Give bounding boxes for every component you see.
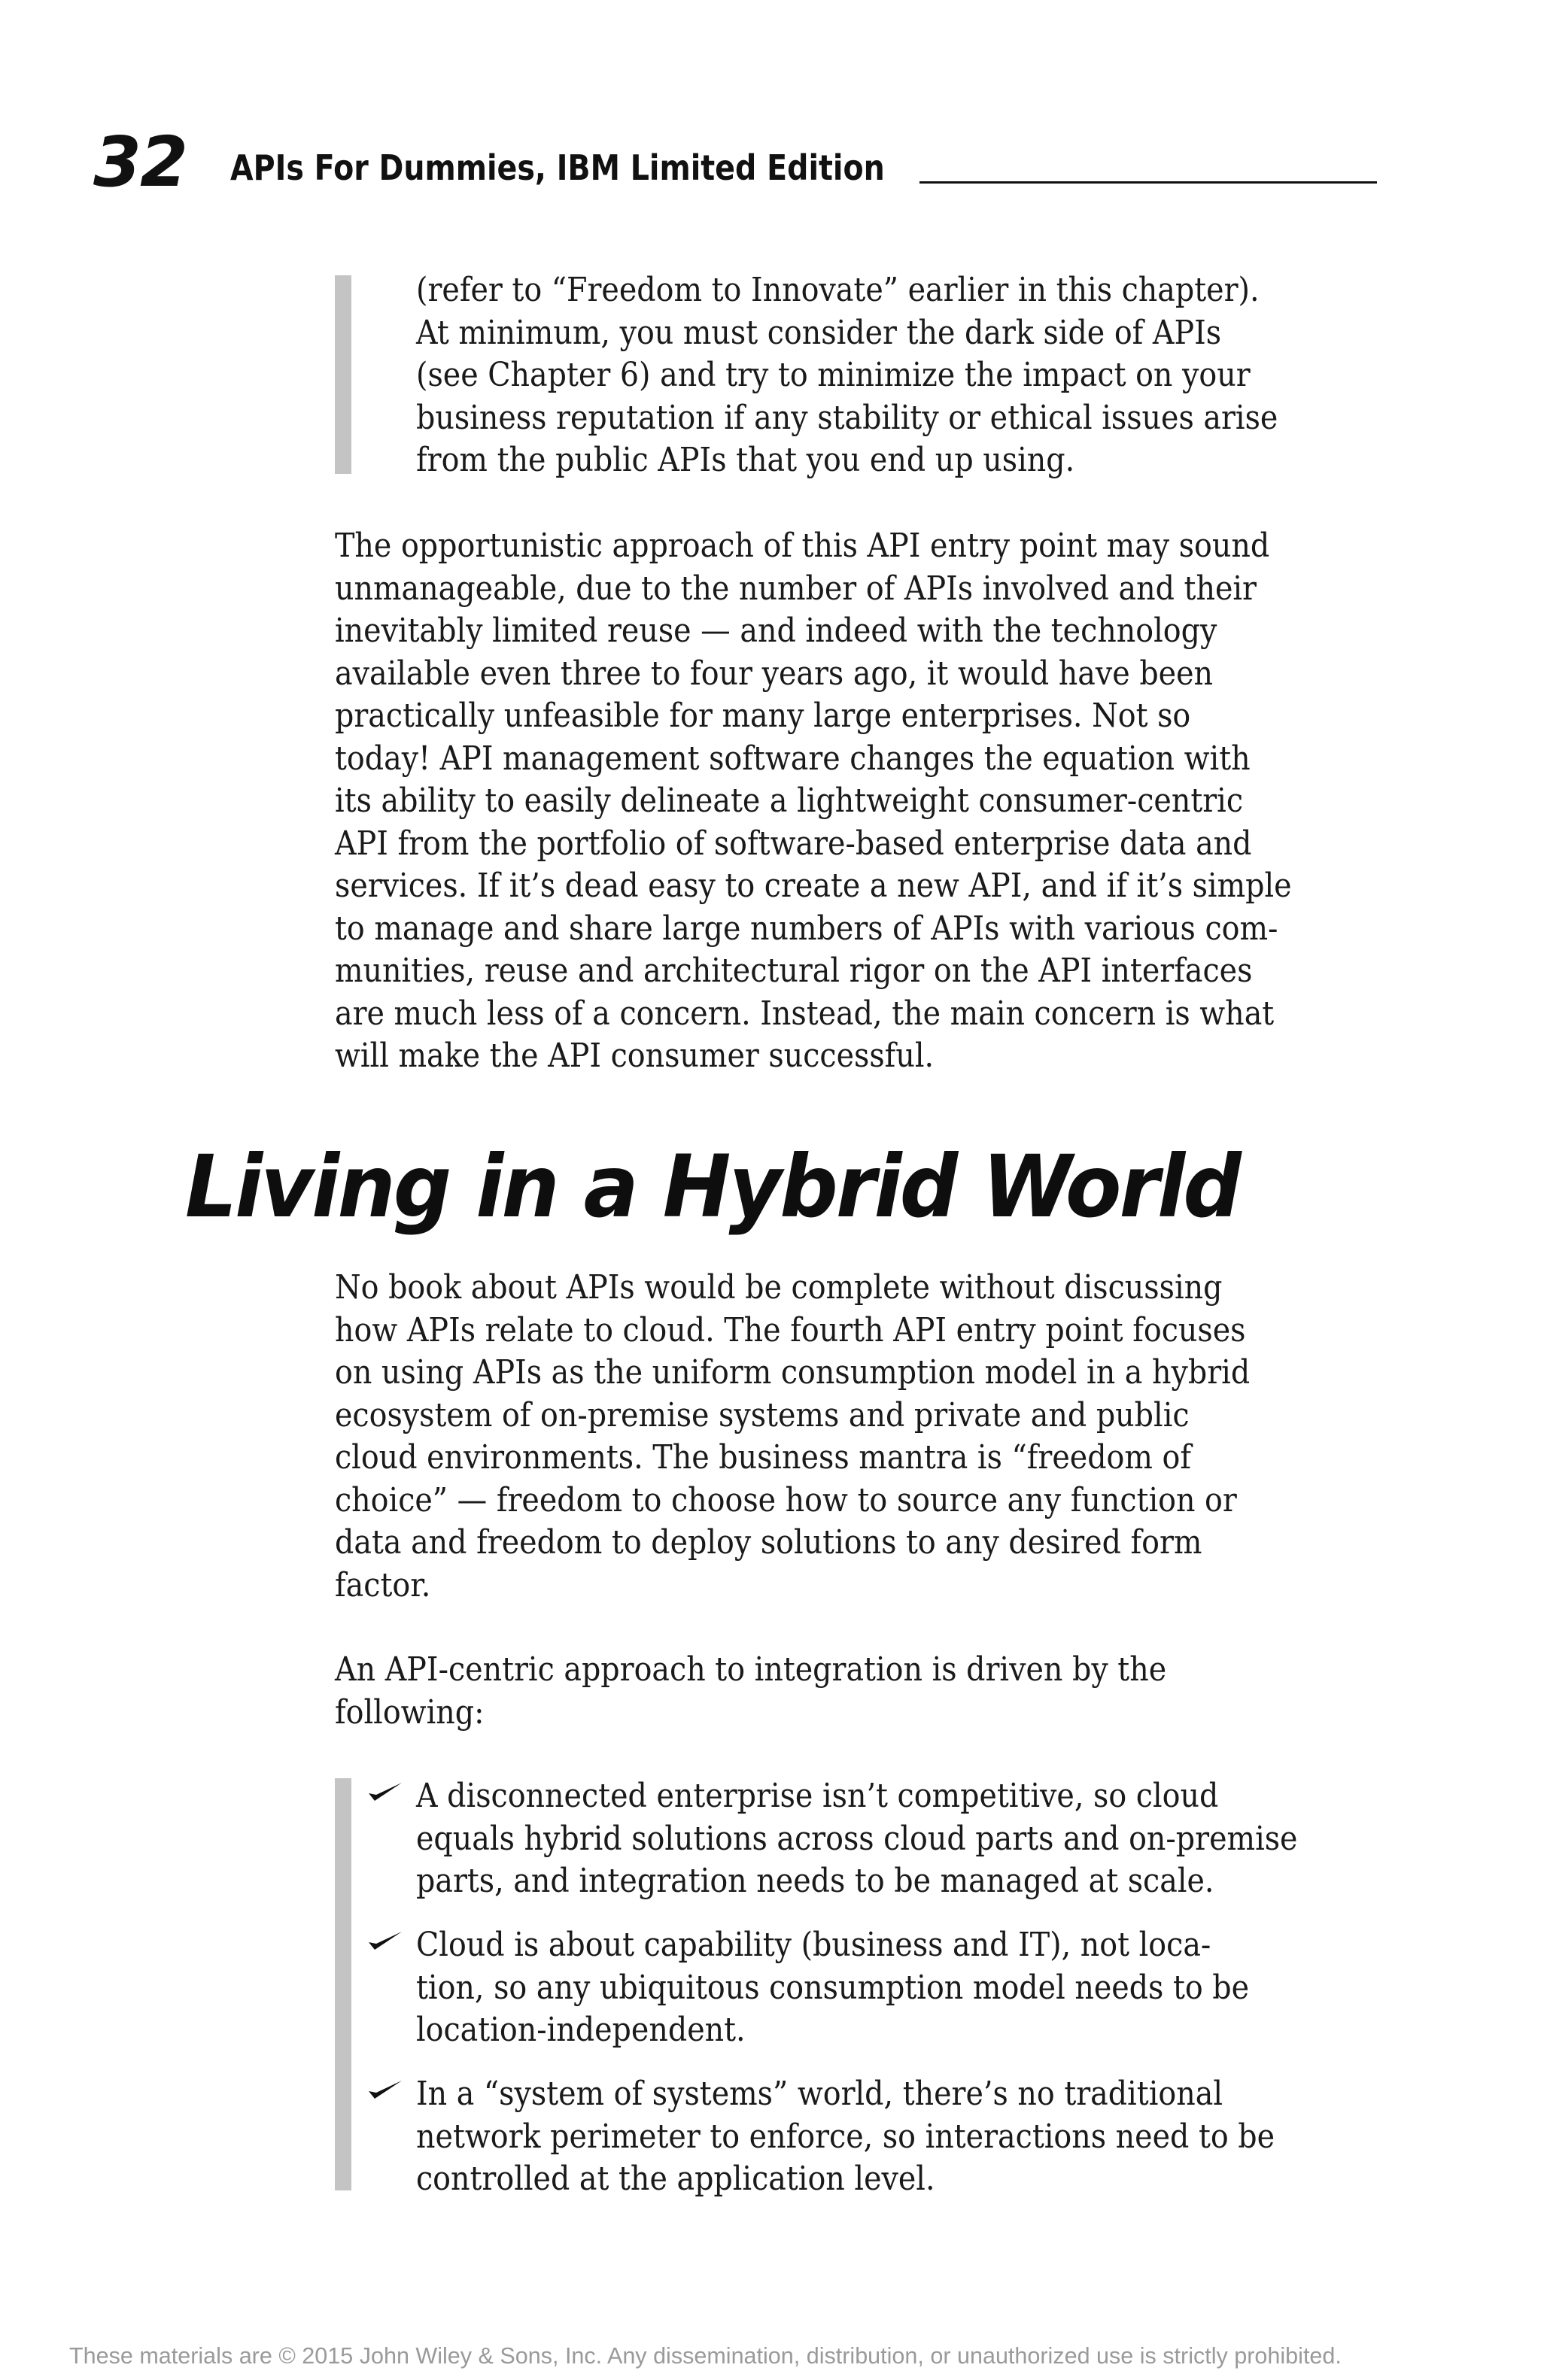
paragraph-line: will make the API consumer successful. xyxy=(335,1037,935,1075)
sidebar-note-line: business reputation if any stability or ethical issues arise xyxy=(416,398,1278,437)
paragraph-line: its ability to easily delineate a lightweight consumer-centric xyxy=(335,782,1244,820)
bullet-text xyxy=(416,1775,1297,1903)
bullet-line: tion, so any ubiquitous consumption model needs to be xyxy=(416,1968,1250,2007)
bullet-line: Cloud is about capability (business and IT), not loca- xyxy=(416,1926,1211,1964)
sidebar-note-line: At minimum, you must consider the dark side of APIs xyxy=(416,313,1222,352)
paragraph-line: ecosystem of on-premise systems and private and public xyxy=(335,1395,1190,1434)
paragraph-line: factor. xyxy=(335,1565,431,1604)
paragraph-line: services. If it’s dead easy to create a new API, and if it’s simple xyxy=(335,867,1292,905)
check-icon xyxy=(367,2078,403,2105)
page-number: 32 xyxy=(93,122,187,202)
copyright-footer: These materials are © 2015 John Wiley & Sons, Inc. Any dissemination, distribution, or unauthorized use is strictly prohibited. xyxy=(69,2342,1342,2369)
bullet-line: controlled at the application level. xyxy=(416,2160,935,2198)
paragraph-line: are much less of a concern. Instead, the main concern is what xyxy=(335,994,1275,1033)
bullet-text xyxy=(416,2073,1275,2201)
paragraph-line: cloud environments. The business mantra is “freedom of xyxy=(335,1438,1192,1477)
bullet-line: equals hybrid solutions across cloud parts and on-premise xyxy=(416,1819,1298,1858)
sidebar-note xyxy=(416,269,1278,482)
paragraph-line: API from the portfolio of software-based enterprise data and xyxy=(335,824,1252,863)
paragraph-line: today! API management software changes the equation with xyxy=(335,739,1251,778)
section-heading: Living in a Hybrid World xyxy=(185,1137,1240,1237)
body-paragraph-2 xyxy=(335,1267,1250,1607)
bullet-line: parts, and integration needs to be managed at scale. xyxy=(416,1862,1214,1900)
sidebar-note-line: (see Chapter 6) and try to minimize the impact on your xyxy=(416,356,1251,394)
paragraph-line: practically unfeasible for many large enterprises. Not so xyxy=(335,697,1191,735)
body-paragraph-1 xyxy=(335,525,1292,1078)
header-rule xyxy=(919,181,1377,184)
paragraph-line: An API-centric approach to integration is driven by the xyxy=(335,1650,1167,1689)
paragraph-line: following: xyxy=(335,1692,485,1732)
paragraph-line: data and freedom to deploy solutions to any desired form xyxy=(335,1523,1202,1562)
sidebar-note-line: from the public APIs that you end up using. xyxy=(416,441,1075,479)
paragraph-line: unmanageable, due to the number of APIs involved and their xyxy=(335,569,1257,608)
paragraph-line: choice” — freedom to choose how to source any function or xyxy=(335,1480,1237,1519)
running-title: APIs For Dummies, IBM Limited Edition xyxy=(230,147,885,188)
bullet-text xyxy=(416,1924,1249,2052)
paragraph-line: on using APIs as the uniform consumption model in a hybrid xyxy=(335,1353,1251,1392)
paragraph-line: munities, reuse and architectural rigor on the API interfaces xyxy=(335,952,1253,990)
body-paragraph-3 xyxy=(335,1649,1166,1734)
bullet-line: network perimeter to enforce, so interactions need to be xyxy=(416,2117,1275,2156)
sidebar-note-line: (refer to “Freedom to Innovate” earlier in this chapter). xyxy=(416,271,1260,309)
check-icon xyxy=(367,1929,403,1956)
sidebar-note-bar xyxy=(335,275,351,474)
paragraph-line: The opportunistic approach of this API entry point may sound xyxy=(335,527,1270,565)
paragraph-line: to manage and share large numbers of APIs with various com- xyxy=(335,909,1278,948)
bullet-line: A disconnected enterprise isn’t competitive, so cloud xyxy=(416,1777,1219,1815)
check-icon xyxy=(367,1780,403,1807)
paragraph-line: inevitably limited reuse — and indeed with the technology xyxy=(335,612,1217,650)
bullet-list-bar xyxy=(335,1778,351,2190)
paragraph-line: available even three to four years ago, it would have been xyxy=(335,654,1214,693)
paragraph-line: No book about APIs would be complete without discussing xyxy=(335,1268,1223,1307)
bullet-line: location-independent. xyxy=(416,2011,746,2049)
bullet-line: In a “system of systems” world, there’s no traditional xyxy=(416,2075,1223,2113)
paragraph-line: how APIs relate to cloud. The fourth API entry point focuses xyxy=(335,1310,1246,1349)
